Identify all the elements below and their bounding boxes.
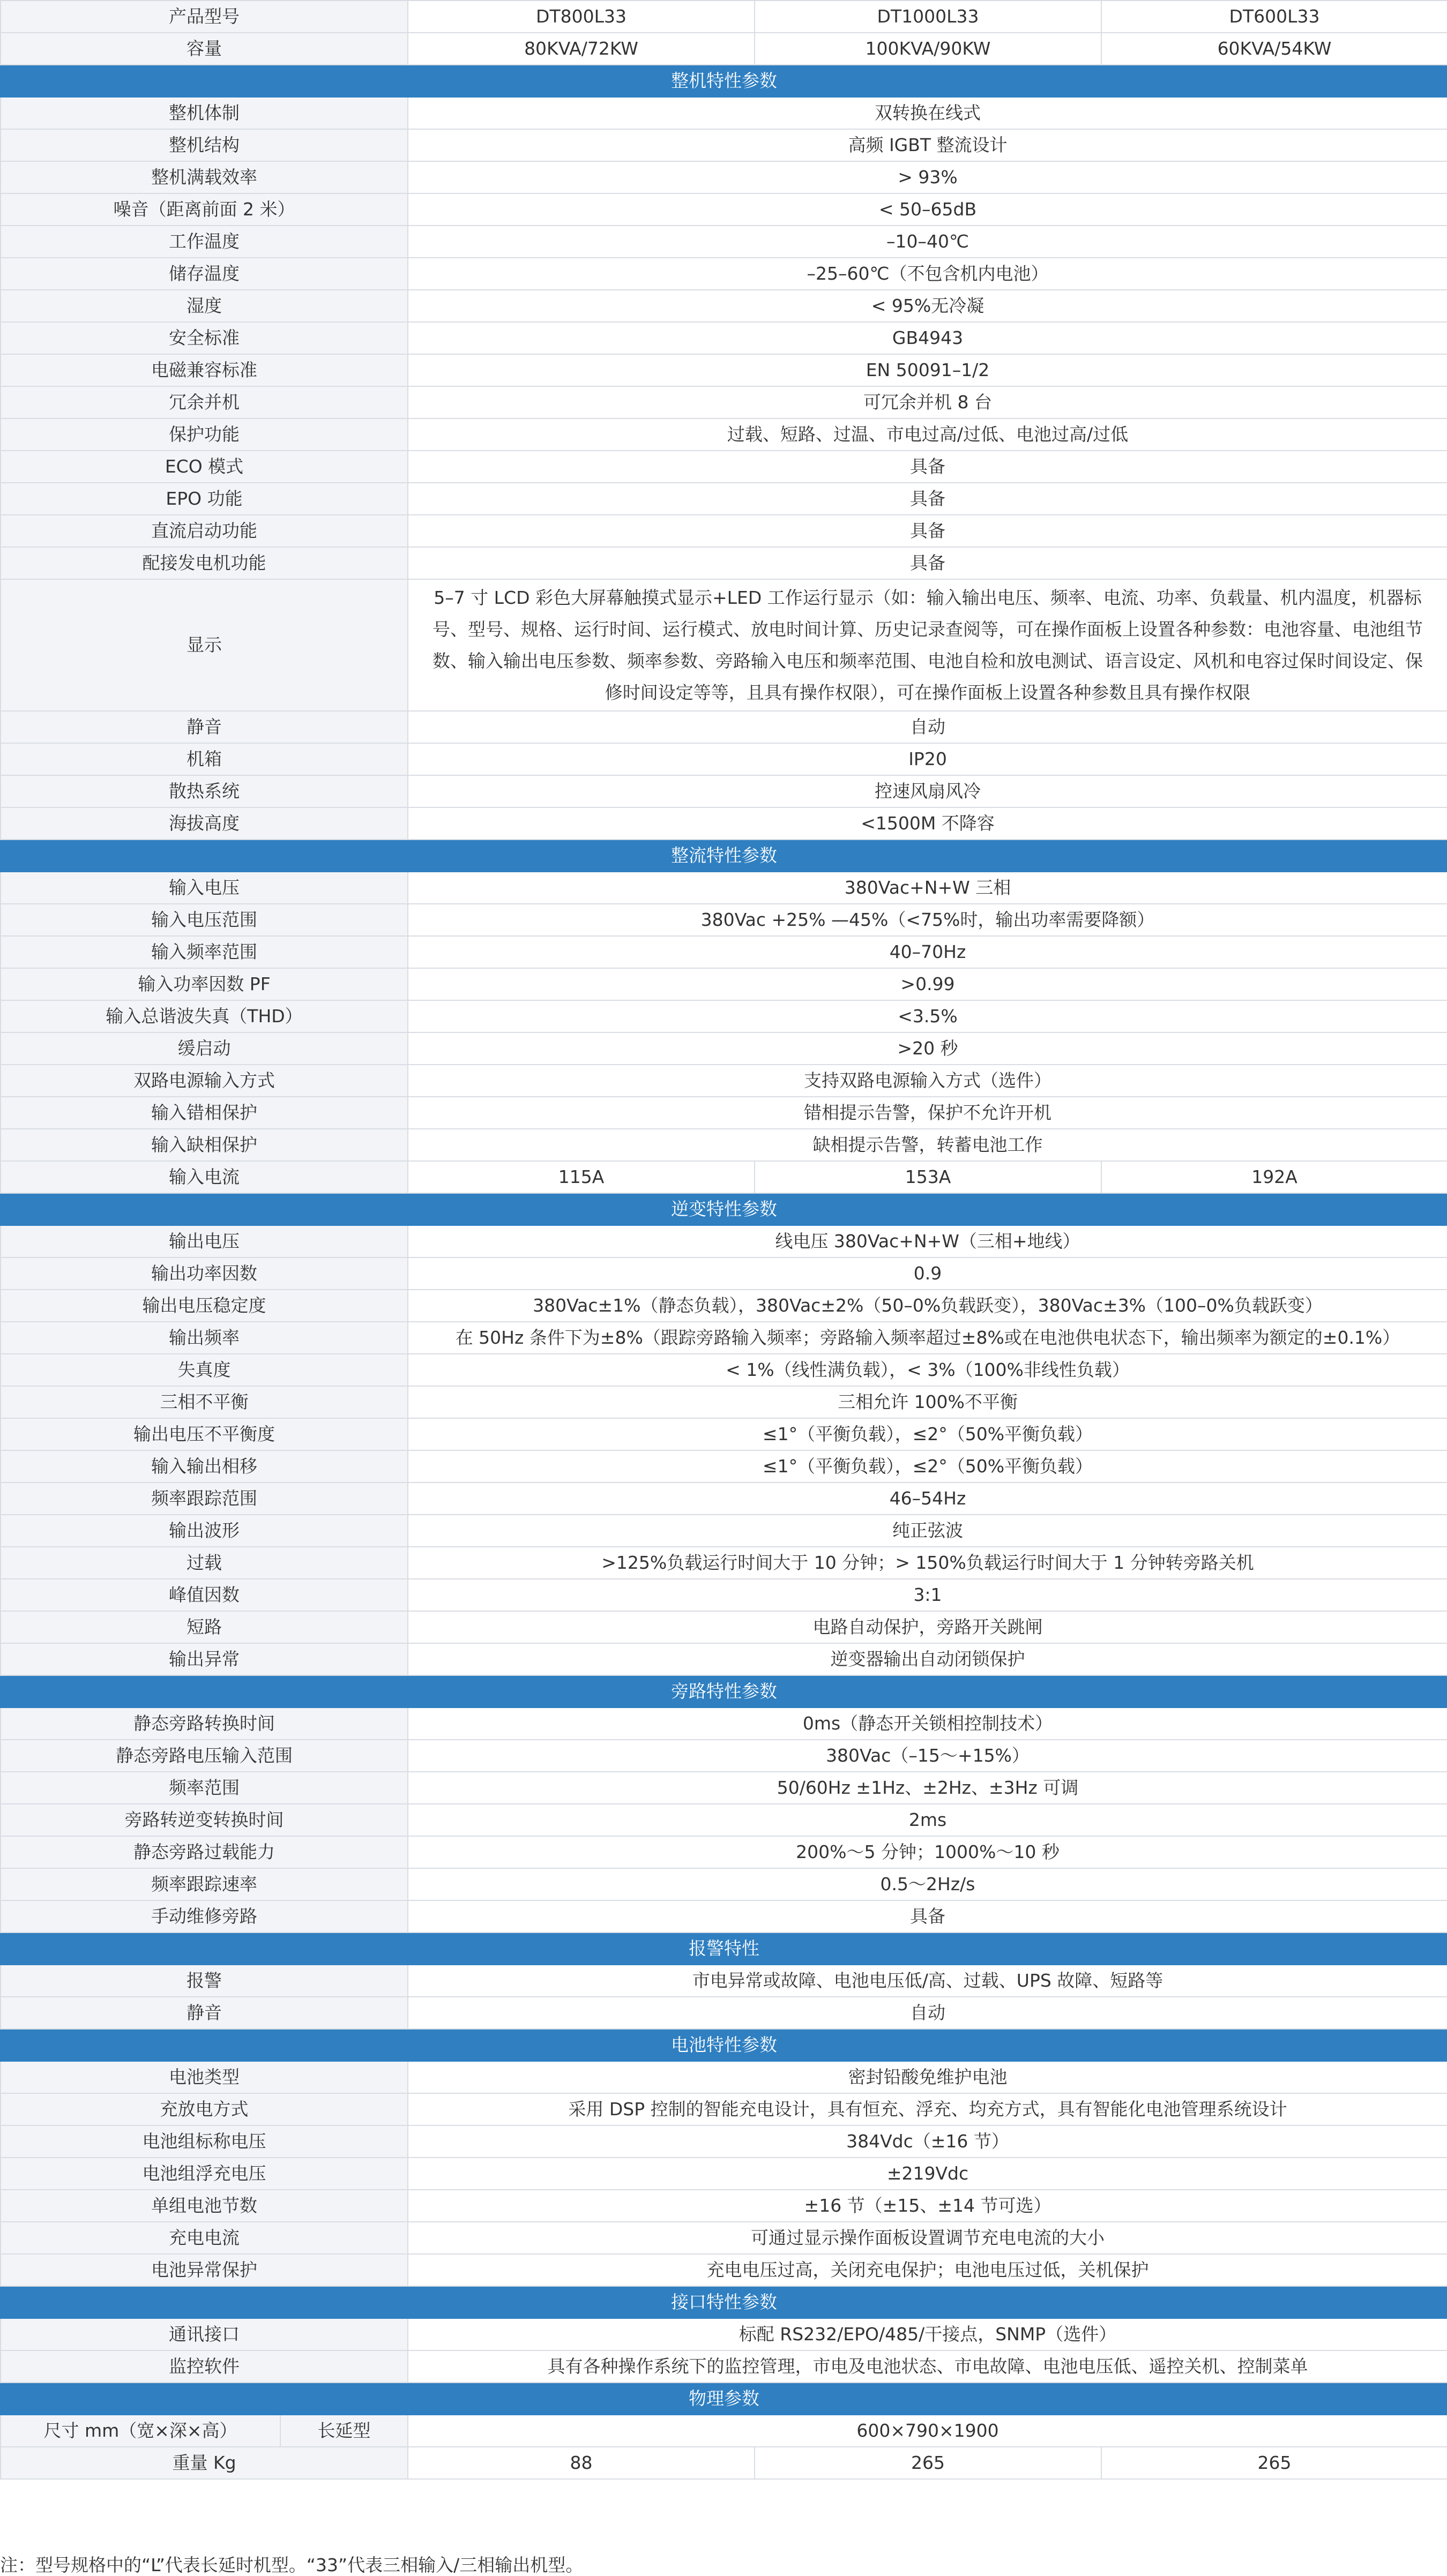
spec-value: > 93% — [408, 161, 1447, 193]
spec-value: 46–54Hz — [408, 1482, 1447, 1515]
spec-label: 电池异常保护 — [1, 2254, 408, 2286]
spec-value: 192A — [1101, 1161, 1447, 1193]
spec-value: –25–60℃（不包含机内电池） — [408, 258, 1447, 290]
spec-label: 输出波形 — [1, 1515, 408, 1547]
spec-label: 输出电压不平衡度 — [1, 1418, 408, 1450]
spec-label: 输出异常 — [1, 1643, 408, 1675]
spec-value: –10–40℃ — [408, 226, 1447, 258]
spec-label: 保护功能 — [1, 418, 408, 451]
spec-value: 153A — [755, 1161, 1101, 1193]
spec-row — [1, 2318, 1447, 2350]
spec-value: >0.99 — [408, 968, 1447, 1000]
spec-label: 三相不平衡 — [1, 1386, 408, 1418]
spec-label: 输出电压 — [1, 1225, 408, 1257]
spec-label: 储存温度 — [1, 258, 408, 290]
spec-row — [1, 129, 1447, 161]
section-title: 整流特性参数 — [1, 840, 1447, 872]
spec-label: EPO 功能 — [1, 483, 408, 515]
spec-row — [1, 1611, 1447, 1643]
spec-value: 双转换在线式 — [408, 97, 1447, 129]
spec-label: 安全标准 — [1, 322, 408, 354]
spec-row — [1, 1579, 1447, 1611]
spec-label: 短路 — [1, 1611, 408, 1643]
spec-label: 电池组浮充电压 — [1, 2158, 408, 2190]
spec-label: 电池组标称电压 — [1, 2125, 408, 2158]
section-title: 整机特性参数 — [1, 65, 1447, 97]
spec-row — [1, 1290, 1447, 1322]
spec-value: < 95%无冷凝 — [408, 290, 1447, 322]
spec-value: 具备 — [408, 483, 1447, 515]
spec-row — [1, 1418, 1447, 1450]
spec-label: 整机结构 — [1, 129, 408, 161]
spec-label: 输入输出相移 — [1, 1450, 408, 1482]
spec-label: 噪音（距离前面 2 米） — [1, 193, 408, 226]
spec-value: 40–70Hz — [408, 936, 1447, 968]
spec-row — [1, 1161, 1447, 1193]
spec-row — [1, 290, 1447, 322]
spec-row — [1, 1032, 1447, 1065]
spec-label: 频率跟踪范围 — [1, 1482, 408, 1515]
spec-value: 具备 — [408, 1900, 1447, 1933]
spec-value: 自动 — [408, 1997, 1447, 2029]
spec-value: 支持双路电源输入方式（选件） — [408, 1065, 1447, 1097]
spec-row — [1, 2447, 1447, 2479]
capacity-value: 80KVA/72KW — [408, 33, 755, 65]
spec-label: 尺寸 mm（宽×深×高） — [1, 2415, 281, 2446]
spec-row — [1, 1515, 1447, 1547]
spec-value: 具有各种操作系统下的监控管理，市电及电池状态、市电故障、电池电压低、遥控关机、控制菜单 — [408, 2350, 1447, 2383]
spec-label: 输出电压稳定度 — [1, 1290, 408, 1322]
spec-value: GB4943 — [408, 322, 1447, 354]
spec-row — [1, 1900, 1447, 1933]
section-header — [1, 1933, 1447, 1965]
spec-row — [1, 904, 1447, 936]
spec-label: 配接发电机功能 — [1, 547, 408, 579]
section-title: 物理参数 — [1, 2383, 1447, 2415]
spec-label: 旁路转逆变转换时间 — [1, 1804, 408, 1836]
spec-row — [1, 579, 1447, 711]
spec-label: 输出功率因数 — [1, 1257, 408, 1290]
section-title: 报警特性 — [1, 1933, 1447, 1965]
spec-row — [1, 2061, 1447, 2093]
spec-value: 在 50Hz 条件下为±8%（跟踪旁路输入频率；旁路输入频率超过±8%或在电池供电状态下，输出频率为额定的±0.1%） — [408, 1322, 1447, 1354]
spec-value: 密封铅酸免维护电池 — [408, 2061, 1447, 2093]
capacity-value: 100KVA/90KW — [755, 33, 1101, 65]
spec-row — [1, 1643, 1447, 1675]
spec-value: 缺相提示告警，转蓄电池工作 — [408, 1129, 1447, 1161]
spec-row — [1, 807, 1447, 840]
spec-row — [1, 1225, 1447, 1257]
spec-value: 充电电压过高，关闭充电保护；电池电压过低，关机保护 — [408, 2254, 1447, 2286]
spec-label: 监控软件 — [1, 2350, 408, 2383]
spec-row — [1, 451, 1447, 483]
spec-row — [1, 1547, 1447, 1579]
spec-sublabel: 长延型 — [317, 2420, 371, 2441]
spec-row — [1, 2158, 1447, 2190]
section-header — [1, 65, 1447, 97]
spec-row — [1, 2093, 1447, 2125]
spec-value: 采用 DSP 控制的智能充电设计，具有恒充、浮充、均充方式，具有智能化电池管理系统设计 — [408, 2093, 1447, 2125]
spec-label — [1, 2415, 408, 2447]
model-name: DT800L33 — [408, 1, 755, 33]
spec-value: 线电压 380Vac+N+W（三相+地线） — [408, 1225, 1447, 1257]
spec-row — [1, 515, 1447, 547]
spec-value: 380Vac±1%（静态负载），380Vac±2%（50–0%负载跃变），380Vac±3%（100–0%负载跃变） — [408, 1290, 1447, 1322]
spec-row — [1, 354, 1447, 386]
spec-value: 50/60Hz ±1Hz、±2Hz、±3Hz 可调 — [408, 1772, 1447, 1804]
spec-label: 静音 — [1, 711, 408, 743]
spec-value: 115A — [408, 1161, 755, 1193]
spec-value: ±16 节（±15、±14 节可选） — [408, 2190, 1447, 2222]
spec-label: 手动维修旁路 — [1, 1900, 408, 1933]
spec-value: 380Vac +25% —45%（<75%时，输出功率需要降额） — [408, 904, 1447, 936]
spec-row — [1, 1097, 1447, 1129]
spec-label: 过载 — [1, 1547, 408, 1579]
section-header — [1, 1675, 1447, 1708]
spec-row — [1, 1868, 1447, 1900]
spec-row — [1, 547, 1447, 579]
spec-label: 输入电压 — [1, 872, 408, 904]
spec-label: 重量 Kg — [1, 2447, 408, 2479]
spec-label-split — [1, 2415, 407, 2446]
spec-label: 失真度 — [1, 1354, 408, 1386]
spec-value: ≤1°（平衡负载），≤2°（50%平衡负载） — [408, 1450, 1447, 1482]
section-header — [1, 2029, 1447, 2061]
spec-label: 频率跟踪速率 — [1, 1868, 408, 1900]
spec-label: 静音 — [1, 1997, 408, 2029]
spec-row — [1, 483, 1447, 515]
spec-label: 散热系统 — [1, 775, 408, 807]
spec-value: 0.5～2Hz/s — [408, 1868, 1447, 1900]
spec-value: 600×790×1900 — [408, 2415, 1447, 2447]
spec-row — [1, 258, 1447, 290]
section-header — [1, 1193, 1447, 1225]
spec-row — [1, 418, 1447, 451]
spec-row — [1, 2415, 1447, 2447]
spec-value: 380Vac（–15～+15%） — [408, 1740, 1447, 1772]
capacity-row — [1, 33, 1447, 65]
spec-value: 逆变器输出自动闭锁保护 — [408, 1643, 1447, 1675]
spec-label: ECO 模式 — [1, 451, 408, 483]
capacity-label: 容量 — [1, 33, 408, 65]
spec-value: 可通过显示操作面板设置调节充电电流的大小 — [408, 2222, 1447, 2254]
spec-label: 电池类型 — [1, 2061, 408, 2093]
spec-value: 市电异常或故障、电池电压低/高、过载、UPS 故障、短路等 — [408, 1965, 1447, 1997]
spec-value: 错相提示告警，保护不允许开机 — [408, 1097, 1447, 1129]
spec-label: 静态旁路过载能力 — [1, 1836, 408, 1868]
spec-value: 0.9 — [408, 1257, 1447, 1290]
spec-label: 输入功率因数 PF — [1, 968, 408, 1000]
spec-value: 3:1 — [408, 1579, 1447, 1611]
spec-row — [1, 2350, 1447, 2383]
spec-value: 控速风扇风冷 — [408, 775, 1447, 807]
spec-row — [1, 1740, 1447, 1772]
spec-value: 384Vdc（±16 节） — [408, 2125, 1447, 2158]
spec-value: ±219Vdc — [408, 2158, 1447, 2190]
spec-label: 充放电方式 — [1, 2093, 408, 2125]
spec-value: 0ms（静态开关锁相控制技术） — [408, 1708, 1447, 1740]
spec-row — [1, 1804, 1447, 1836]
section-header — [1, 2383, 1447, 2415]
model-row — [1, 1, 1447, 33]
spec-value: 具备 — [408, 451, 1447, 483]
spec-row — [1, 968, 1447, 1000]
spec-value: 电路自动保护，旁路开关跳闸 — [408, 1611, 1447, 1643]
spec-row — [1, 1482, 1447, 1515]
spec-row — [1, 1708, 1447, 1740]
spec-label: 输入频率范围 — [1, 936, 408, 968]
spec-value: 三相允许 100%不平衡 — [408, 1386, 1447, 1418]
spec-row — [1, 1065, 1447, 1097]
spec-value: 200%～5 分钟；1000%～10 秒 — [408, 1836, 1447, 1868]
spec-row — [1, 386, 1447, 418]
spec-value: 过载、短路、过温、市电过高/过低、电池过高/过低 — [408, 418, 1447, 451]
spec-label: 工作温度 — [1, 226, 408, 258]
spec-label: 双路电源输入方式 — [1, 1065, 408, 1097]
spec-row — [1, 711, 1447, 743]
spec-value: 自动 — [408, 711, 1447, 743]
section-title: 旁路特性参数 — [1, 1675, 1447, 1708]
spec-value: 2ms — [408, 1804, 1447, 1836]
section-header — [1, 840, 1447, 872]
spec-row — [1, 936, 1447, 968]
spec-label: 缓启动 — [1, 1032, 408, 1065]
section-title: 接口特性参数 — [1, 2286, 1447, 2318]
spec-label: 整机体制 — [1, 97, 408, 129]
spec-value: <1500M 不降容 — [408, 807, 1447, 840]
spec-label: 整机满载效率 — [1, 161, 408, 193]
spec-label: 海拔高度 — [1, 807, 408, 840]
spec-row — [1, 1965, 1447, 1997]
spec-row — [1, 1386, 1447, 1418]
spec-label: 单组电池节数 — [1, 2190, 408, 2222]
spec-label: 静态旁路转换时间 — [1, 1708, 408, 1740]
spec-label: 湿度 — [1, 290, 408, 322]
spec-value: <3.5% — [408, 1000, 1447, 1032]
spec-value: ≤1°（平衡负载），≤2°（50%平衡负载） — [408, 1418, 1447, 1450]
spec-row — [1, 1257, 1447, 1290]
spec-row — [1, 1354, 1447, 1386]
spec-value: 265 — [755, 2447, 1101, 2479]
spec-label: 机箱 — [1, 743, 408, 775]
spec-row — [1, 1772, 1447, 1804]
spec-row — [1, 775, 1447, 807]
spec-value: >20 秒 — [408, 1032, 1447, 1065]
spec-row — [1, 193, 1447, 226]
spec-row — [1, 743, 1447, 775]
spec-row — [1, 226, 1447, 258]
spec-label: 输入电流 — [1, 1161, 408, 1193]
spec-value: 5–7 寸 LCD 彩色大屏幕触摸式显示+LED 工作运行显示（如：输入输出电压、频率、电流、功率、负载量、机内温度，机器标号、型号、规格、运行时间、运行模式、放电时间计算、历史记录查阅等，可在操作面板上设置各种参数：电池容量、电池组节数、输入输出电压参数、频率参数、旁路输入电压和频率范围、电池自检和放电测试、语言设定、风机和电容过保时间设定、保修时间设定等等，且具有操作权限），可在操作面板上设置各种参数且具有操作权限 — [408, 579, 1447, 711]
spec-row — [1, 2125, 1447, 2158]
spec-label: 输入缺相保护 — [1, 1129, 408, 1161]
spec-value: IP20 — [408, 743, 1447, 775]
spec-row — [1, 97, 1447, 129]
spec-value: < 50–65dB — [408, 193, 1447, 226]
spec-label: 报警 — [1, 1965, 408, 1997]
spec-value: 纯正弦波 — [408, 1515, 1447, 1547]
spec-label: 频率范围 — [1, 1772, 408, 1804]
spec-value: 265 — [1101, 2447, 1447, 2479]
footnote: 注：型号规格中的“L”代表长延时机型。“33”代表三相输入/三相输出机型。 — [0, 2555, 584, 2575]
spec-row — [1, 161, 1447, 193]
model-name: DT600L33 — [1101, 1, 1447, 33]
spec-label: 冗余并机 — [1, 386, 408, 418]
spec-row — [1, 1322, 1447, 1354]
spec-row — [1, 1997, 1447, 2029]
section-title: 逆变特性参数 — [1, 1193, 1447, 1225]
spec-value: 88 — [408, 2447, 755, 2479]
spec-label: 输入电压范围 — [1, 904, 408, 936]
spec-value: 具备 — [408, 515, 1447, 547]
section-header — [1, 2286, 1447, 2318]
capacity-value: 60KVA/54KW — [1101, 33, 1447, 65]
spec-label: 充电电流 — [1, 2222, 408, 2254]
spec-row — [1, 322, 1447, 354]
spec-label: 电磁兼容标准 — [1, 354, 408, 386]
spec-label: 直流启动功能 — [1, 515, 408, 547]
spec-row — [1, 872, 1447, 904]
spec-label: 输入总谐波失真（THD） — [1, 1000, 408, 1032]
spec-value: 标配 RS232/EPO/485/干接点，SNMP（选件） — [408, 2318, 1447, 2350]
section-title: 电池特性参数 — [1, 2029, 1447, 2061]
spec-row — [1, 1000, 1447, 1032]
spec-value: 可冗余并机 8 台 — [408, 386, 1447, 418]
spec-value: 具备 — [408, 547, 1447, 579]
spec-row — [1, 2222, 1447, 2254]
spec-label: 静态旁路电压输入范围 — [1, 1740, 408, 1772]
spec-value: 高频 IGBT 整流设计 — [408, 129, 1447, 161]
spec-row — [1, 1450, 1447, 1482]
spec-value: 380Vac+N+W 三相 — [408, 872, 1447, 904]
spec-value: EN 50091–1/2 — [408, 354, 1447, 386]
model-label: 产品型号 — [1, 1, 408, 33]
spec-row — [1, 1129, 1447, 1161]
spec-label: 输出频率 — [1, 1322, 408, 1354]
spec-label: 显示 — [1, 579, 408, 711]
spec-row — [1, 2254, 1447, 2286]
spec-label: 通讯接口 — [1, 2318, 408, 2350]
spec-row — [1, 2190, 1447, 2222]
spec-row — [1, 1836, 1447, 1868]
spec-value: >125%负载运行时间大于 10 分钟；> 150%负载运行时间大于 1 分钟转旁路关机 — [408, 1547, 1447, 1579]
model-name: DT1000L33 — [755, 1, 1101, 33]
spec-label: 峰值因数 — [1, 1579, 408, 1611]
spec-value: < 1%（线性满负载），< 3%（100%非线性负载） — [408, 1354, 1447, 1386]
spec-label: 输入错相保护 — [1, 1097, 408, 1129]
